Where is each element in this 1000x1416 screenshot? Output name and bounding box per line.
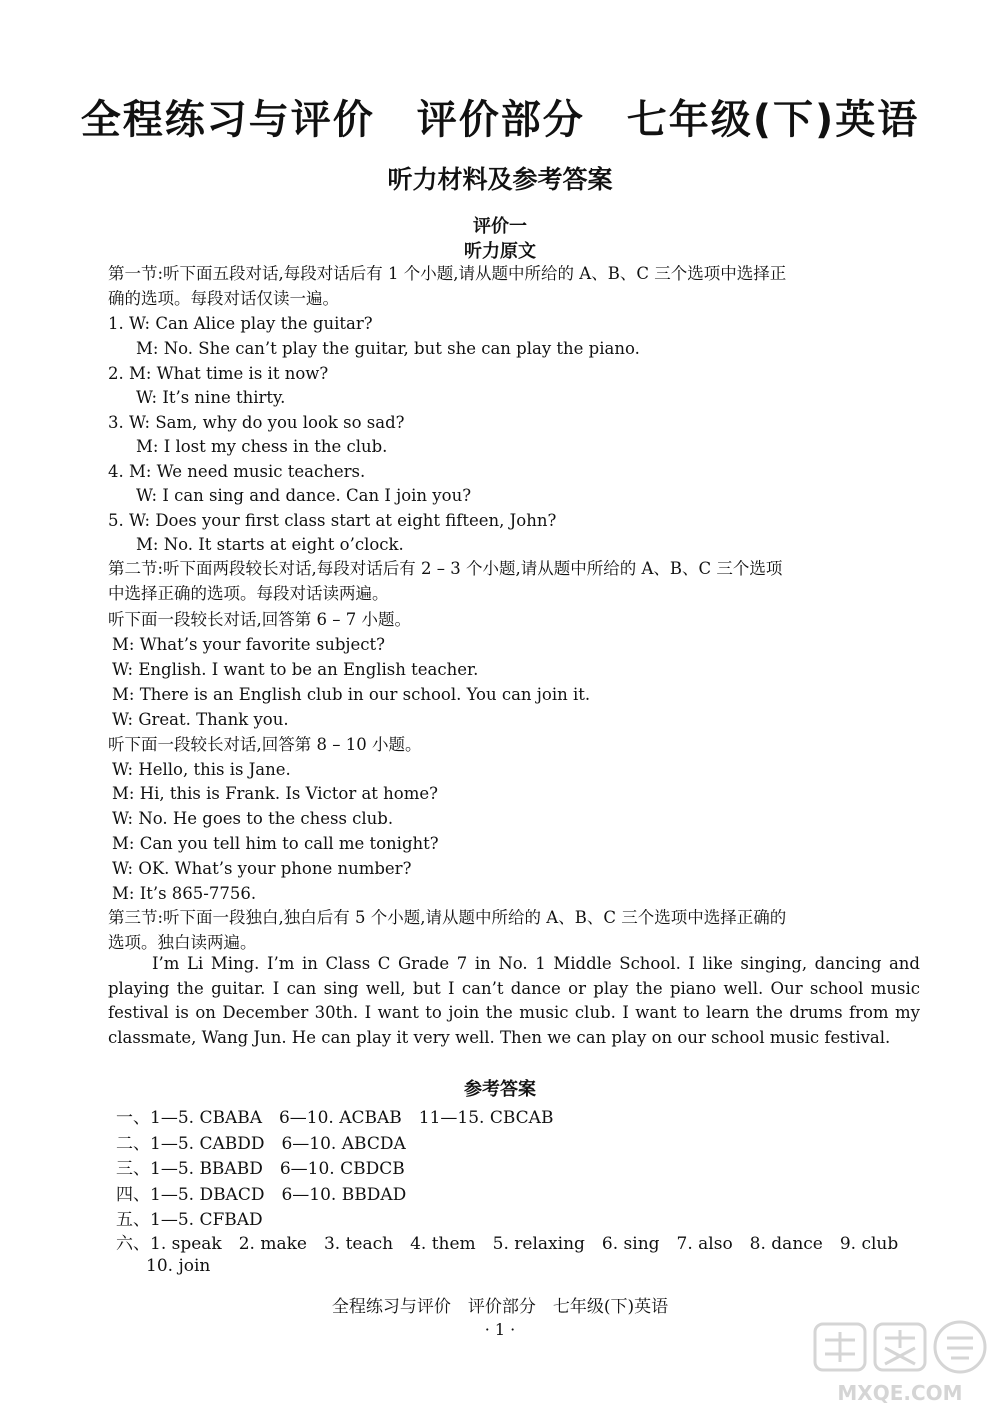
- answer-row: 五、1—5. CFBAD: [116, 1210, 263, 1230]
- answer-row: 一、1—5. CBABA 6—10. ACBAB 11—15. CBCAB: [116, 1108, 554, 1128]
- conversation-line: M: There is an English club in our school. You can join it.: [112, 685, 591, 704]
- conversation-line: W: Hello, this is Jane.: [112, 760, 291, 779]
- conversation-line: M: Can you tell him to call me tonight?: [112, 834, 439, 853]
- part1-intro-line1: 第一节:听下面五段对话,每段对话后有 1 个小题,请从题中所给的 A、B、C 三个选项中选择正: [108, 264, 787, 283]
- watermark-glyph-3-strokes: [947, 1338, 973, 1358]
- conversation-line: M: What’s your favorite subject?: [112, 635, 385, 654]
- dialogue-line: 5. W: Does your first class start at eight fifteen, John?: [108, 511, 557, 530]
- watermark-url: MXQE.COM: [837, 1381, 963, 1405]
- answer-row: 四、1—5. DBACD 6—10. BBDAD: [116, 1185, 407, 1205]
- conversation-line: W: Great. Thank you.: [112, 710, 289, 729]
- answer-row: 10. join: [146, 1256, 211, 1276]
- part3-intro-line2: 选项。独白读两遍。: [108, 933, 257, 952]
- section-heading: 评价一: [473, 216, 527, 237]
- dialogue-line: 2. M: What time is it now?: [108, 364, 329, 383]
- answers-heading: 参考答案: [464, 1079, 536, 1100]
- page-footer: 全程练习与评价 评价部分 七年级(下)英语: [331, 1297, 669, 1317]
- conversation-line: W: No. He goes to the chess club.: [112, 809, 394, 828]
- part2-intro-line2: 中选择正确的选项。每段对话读两遍。: [108, 584, 389, 603]
- dialogue-line: 1. W: Can Alice play the guitar?: [108, 314, 373, 333]
- part3-intro-line1: 第三节:听下面一段独白,独白后有 5 个小题,请从题中所给的 A、B、C 三个选项中选择正确的: [108, 908, 787, 927]
- answer-row: 三、1—5. BBABD 6—10. CBDCB: [116, 1159, 405, 1179]
- dialogue-line: 4. M: We need music teachers.: [108, 462, 366, 481]
- conversation-line: W: OK. What’s your phone number?: [112, 859, 412, 878]
- watermark-glyph-1-strokes: [825, 1332, 855, 1362]
- conversation-line: M: Hi, this is Frank. Is Victor at home?: [112, 784, 438, 803]
- conversation-line: M: It’s 865-7756.: [112, 884, 257, 903]
- conversation2-intro: 听下面一段较长对话,回答第 8 – 10 小题。: [108, 735, 422, 754]
- dialogue-line: M: No. She can’t play the guitar, but she can play the piano.: [136, 339, 640, 358]
- watermark-glyph-2-strokes: [885, 1330, 915, 1364]
- monologue-paragraph: I’m Li Ming. I’m in Class C Grade 7 in No. 1 Middle School. I like singing, dancing and playing the guitar. I can sing well, but I can’t dance or play the piano well. Our school music festival is on December 30th. I want to join the music club. I want to learn the drums from my classmate, Wang Jun. He can play it very well. Then we can play on our school music festival.: [108, 954, 920, 1047]
- dialogue-line: M: No. It starts at eight o’clock.: [136, 535, 404, 554]
- answer-row: 二、1—5. CABDD 6—10. ABCDA: [116, 1134, 406, 1154]
- conversation-line: W: English. I want to be an English teacher.: [112, 660, 479, 679]
- conversation1-intro: 听下面一段较长对话,回答第 6 – 7 小题。: [108, 610, 411, 629]
- page-title: 全程练习与评价 评价部分 七年级(下)英语: [80, 97, 920, 143]
- dialogue-line: W: It’s nine thirty.: [136, 388, 286, 407]
- dialogue-line: W: I can sing and dance. Can I join you?: [136, 486, 472, 505]
- watermark-logo: [805, 1318, 995, 1410]
- answer-row: 六、1. speak 2. make 3. teach 4. them 5. relaxing 6. sing 7. also 8. dance 9. club: [116, 1234, 899, 1254]
- dialogue-line: 3. W: Sam, why do you look so sad?: [108, 413, 405, 432]
- section-subheading: 听力原文: [464, 241, 536, 262]
- part1-intro-line2: 确的选项。每段对话仅读一遍。: [108, 289, 339, 308]
- dialogue-line: M: I lost my chess in the club.: [136, 437, 388, 456]
- page-subtitle: 听力材料及参考答案: [387, 165, 613, 194]
- part2-intro-line1: 第二节:听下面两段较长对话,每段对话后有 2 – 3 个小题,请从题中所给的 A、B、C 三个选项: [108, 559, 783, 578]
- page-number: · 1 ·: [484, 1320, 516, 1339]
